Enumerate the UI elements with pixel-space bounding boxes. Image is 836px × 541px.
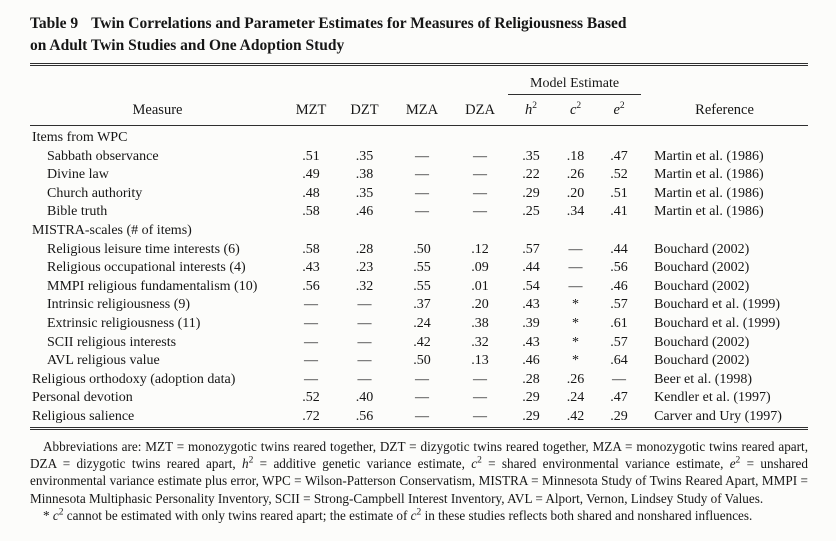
reference: Martin et al. (1986) — [654, 204, 764, 220]
measure-row — [30, 334, 808, 353]
measure-label: Sabbath observance — [47, 148, 159, 164]
col-header-dzt: DZT — [337, 95, 392, 126]
value-h2: .46 — [522, 353, 540, 369]
value-dzt: .35 — [355, 185, 374, 201]
value-dza: — — [473, 148, 488, 164]
value-c2: — — [568, 278, 583, 294]
value-dzt: .32 — [355, 278, 374, 294]
measure-row — [30, 352, 808, 371]
col-header-mza: MZA — [392, 95, 452, 126]
value-c2: * — [572, 334, 580, 350]
measure-row — [30, 148, 808, 167]
value-dza: .12 — [471, 241, 489, 257]
value-e2: .61 — [610, 315, 628, 331]
table-caption — [30, 13, 808, 57]
value-mza: — — [415, 167, 429, 183]
measure-label: Religious salience — [30, 408, 285, 428]
value-mzt: .51 — [302, 148, 320, 164]
value-e2: .44 — [610, 241, 628, 257]
value-mza: — — [415, 204, 429, 220]
measure-row — [30, 241, 808, 260]
value-c2: .24 — [566, 390, 585, 406]
section-row — [30, 126, 808, 148]
value-h2: .29 — [522, 390, 540, 406]
value-mzt: .56 — [302, 278, 320, 294]
reference: Bouchard (2002) — [654, 260, 750, 276]
value-e2: .56 — [610, 260, 628, 276]
col-header-dza: DZA — [452, 95, 508, 126]
reference: Martin et al. (1986) — [654, 167, 764, 183]
value-e2: .64 — [610, 353, 628, 369]
col-header-h2 — [508, 95, 554, 126]
reference: Beer et al. (1998) — [654, 371, 753, 387]
col-header-c2 — [554, 95, 597, 126]
value-mzt: .72 — [285, 408, 337, 428]
value-dzt: .46 — [355, 204, 374, 220]
value-dzt: — — [357, 334, 372, 350]
value-mzt: — — [304, 297, 318, 313]
value-e2: .57 — [610, 297, 628, 313]
h2-exponent: 2 — [532, 101, 538, 112]
value-c2: .20 — [566, 185, 585, 201]
value-mza: — — [415, 148, 429, 164]
measure-label: Religious occupational interests (4) — [47, 260, 246, 276]
value-c2: * — [572, 353, 580, 369]
table-head — [30, 65, 808, 126]
e2-exponent: 2 — [619, 101, 625, 112]
measure-label: AVL religious value — [47, 353, 160, 369]
measure-row — [30, 166, 808, 185]
value-e2: .52 — [610, 167, 628, 183]
value-c2: * — [572, 297, 580, 313]
measure-label: Religious orthodoxy (adoption data) — [32, 371, 236, 387]
value-e2: .47 — [610, 148, 628, 164]
value-mzt: .58 — [302, 241, 320, 257]
value-h2: .43 — [522, 334, 540, 350]
value-dza: — — [473, 204, 488, 220]
value-dza: .01 — [471, 278, 489, 294]
value-dzt: .35 — [355, 148, 374, 164]
column-header-row — [30, 95, 808, 126]
value-e2: .57 — [610, 334, 628, 350]
value-h2: .44 — [522, 260, 540, 276]
value-mzt: .43 — [302, 260, 320, 276]
value-dzt: — — [357, 353, 372, 369]
value-dza: — — [473, 371, 488, 387]
model-estimate-header: Model Estimate — [508, 65, 641, 95]
value-h2: .25 — [522, 204, 540, 220]
caption-text-1: Twin Correlations and Parameter Estimates for Measures of Religiousness Based — [91, 15, 627, 32]
footnotes — [30, 438, 808, 525]
value-mza: — — [415, 390, 429, 406]
measure-label: SCII religious interests — [47, 334, 177, 350]
value-dzt: .40 — [355, 390, 374, 406]
value-mzt: .48 — [302, 185, 320, 201]
value-mza: .50 — [413, 353, 431, 369]
measure-row — [30, 315, 808, 334]
measure-label: Bible truth — [47, 204, 108, 220]
measure-label: Extrinsic religiousness (11) — [47, 315, 201, 331]
value-mza: — — [415, 185, 429, 201]
reference: Bouchard et al. (1999) — [654, 315, 781, 331]
col-header-e2 — [597, 95, 641, 126]
value-dzt: .38 — [355, 167, 374, 183]
measure-row — [30, 408, 808, 428]
reference: Bouchard (2002) — [654, 334, 750, 350]
caption-line-1 — [30, 13, 808, 35]
value-dza: — — [473, 167, 488, 183]
value-mza: .55 — [413, 278, 431, 294]
value-e2: — — [612, 371, 627, 387]
value-dza: .32 — [471, 334, 489, 350]
value-e2: .41 — [610, 204, 628, 220]
group-header-row — [30, 65, 808, 95]
reference: Bouchard et al. (1999) — [654, 297, 781, 313]
value-mzt: — — [304, 353, 318, 369]
value-mzt: — — [304, 315, 318, 331]
value-mzt: — — [304, 334, 318, 350]
col-header-mzt: MZT — [285, 95, 337, 126]
value-dza: — — [473, 390, 488, 406]
value-mza: .50 — [413, 241, 431, 257]
value-mza: .24 — [413, 315, 431, 331]
spacer-cell — [641, 65, 808, 95]
value-mza: .42 — [413, 334, 431, 350]
measure-row — [30, 259, 808, 278]
value-h2: .22 — [522, 167, 540, 183]
value-mza: .37 — [413, 297, 431, 313]
value-h2: .35 — [522, 148, 540, 164]
value-mza: — — [415, 371, 429, 387]
value-c2: .26 — [566, 167, 585, 183]
measure-row — [30, 389, 808, 408]
value-e2: .29 — [597, 408, 641, 428]
measure-label: Divine law — [47, 167, 109, 183]
table-number: Table 9 — [30, 15, 79, 32]
reference: Bouchard (2002) — [654, 241, 750, 257]
value-mzt: .49 — [302, 167, 320, 183]
measure-label: Intrinsic religiousness (9) — [47, 297, 191, 313]
measure-label: Religious leisure time interests (6) — [47, 241, 240, 257]
value-c2: — — [568, 260, 583, 276]
value-c2: * — [572, 315, 580, 331]
value-c2: .18 — [566, 148, 585, 164]
data-table — [30, 63, 808, 430]
value-dza: .13 — [471, 353, 489, 369]
h2-symbol: h — [525, 102, 533, 118]
caption-text-2: on Adult Twin Studies and One Adoption Study — [30, 37, 345, 54]
value-h2: .28 — [522, 371, 540, 387]
value-e2: .46 — [610, 278, 628, 294]
value-h2: .29 — [522, 185, 540, 201]
col-header-reference: Reference — [641, 95, 808, 126]
measure-row — [30, 371, 808, 390]
value-e2: .51 — [610, 185, 628, 201]
c2-symbol: c — [569, 102, 577, 118]
footnote-asterisk: * $c^2$ cannot be estimated with only twins reared apart; the estimate of $c^2$ in these studies reflects both shared and nonshared influences. — [43, 507, 753, 524]
value-e2: .47 — [610, 390, 628, 406]
value-c2: .26 — [566, 371, 585, 387]
value-c2: — — [568, 241, 583, 257]
value-dzt: .56 — [337, 408, 392, 428]
measure-label: MMPI religious fundamentalism (10) — [47, 278, 258, 294]
value-dza: — — [473, 185, 488, 201]
value-mzt: — — [304, 371, 318, 387]
section-row — [30, 222, 808, 241]
value-dzt: — — [357, 297, 372, 313]
value-dzt: — — [357, 371, 372, 387]
value-dza: — — [452, 408, 508, 428]
c2-exponent: 2 — [576, 101, 582, 112]
reference: Bouchard (2002) — [654, 353, 750, 369]
value-h2: .54 — [522, 278, 540, 294]
value-dza: .09 — [471, 260, 489, 276]
reference: Martin et al. (1986) — [654, 148, 764, 164]
value-dzt: .23 — [355, 260, 374, 276]
measure-row — [30, 278, 808, 297]
value-mza: — — [392, 408, 452, 428]
table-body — [30, 126, 808, 429]
reference: Bouchard (2002) — [654, 278, 750, 294]
value-h2: .29 — [508, 408, 554, 428]
value-mza: .55 — [413, 260, 431, 276]
measure-row — [30, 203, 808, 222]
value-dza: .20 — [471, 297, 489, 313]
value-mzt: .58 — [302, 204, 320, 220]
spacer-cell — [30, 65, 508, 95]
value-c2: .42 — [554, 408, 597, 428]
value-h2: .39 — [522, 315, 540, 331]
value-c2: .34 — [566, 204, 585, 220]
measure-label: Personal devotion — [32, 390, 133, 406]
measure-row — [30, 296, 808, 315]
footnote-abbreviations: Abbreviations are: MZT = monozygotic twins reared together, DZT = dizygotic twins reared together, MZA = monozygotic twins reared apart, DZA = dizygotic twins reared apart, $h^2$ = additive genetic variance estimate, $c^2$ = shared environmental variance estimate, $e^2$ = unshared environmental variance estimate plus error, WPC = Wilson-Patterson Conservatism, MISTRA = Minnesota Study of Twins Reared Apart, MMPI = Minnesota Multiphasic Personality Inventory, SCII = Strong-Campbell Interest Inventory, AVL = Alport, Vernon, Lindsey Study of Values. — [30, 438, 808, 506]
reference: Carver and Ury (1997) — [641, 408, 808, 428]
value-dza: .38 — [471, 315, 489, 331]
value-mzt: .52 — [302, 390, 320, 406]
section-label: MISTRA-scales (# of items) — [32, 222, 192, 238]
measure-row — [30, 185, 808, 204]
value-h2: .43 — [522, 297, 540, 313]
value-dzt: — — [357, 315, 372, 331]
col-header-measure: Measure — [30, 95, 285, 126]
e2-symbol: e — [613, 102, 620, 118]
value-h2: .57 — [522, 241, 540, 257]
section-label: Items from WPC — [32, 130, 128, 145]
value-dzt: .28 — [355, 241, 374, 257]
measure-label: Church authority — [47, 185, 143, 201]
reference: Kendler et al. (1997) — [654, 390, 771, 406]
reference: Martin et al. (1986) — [654, 185, 764, 201]
